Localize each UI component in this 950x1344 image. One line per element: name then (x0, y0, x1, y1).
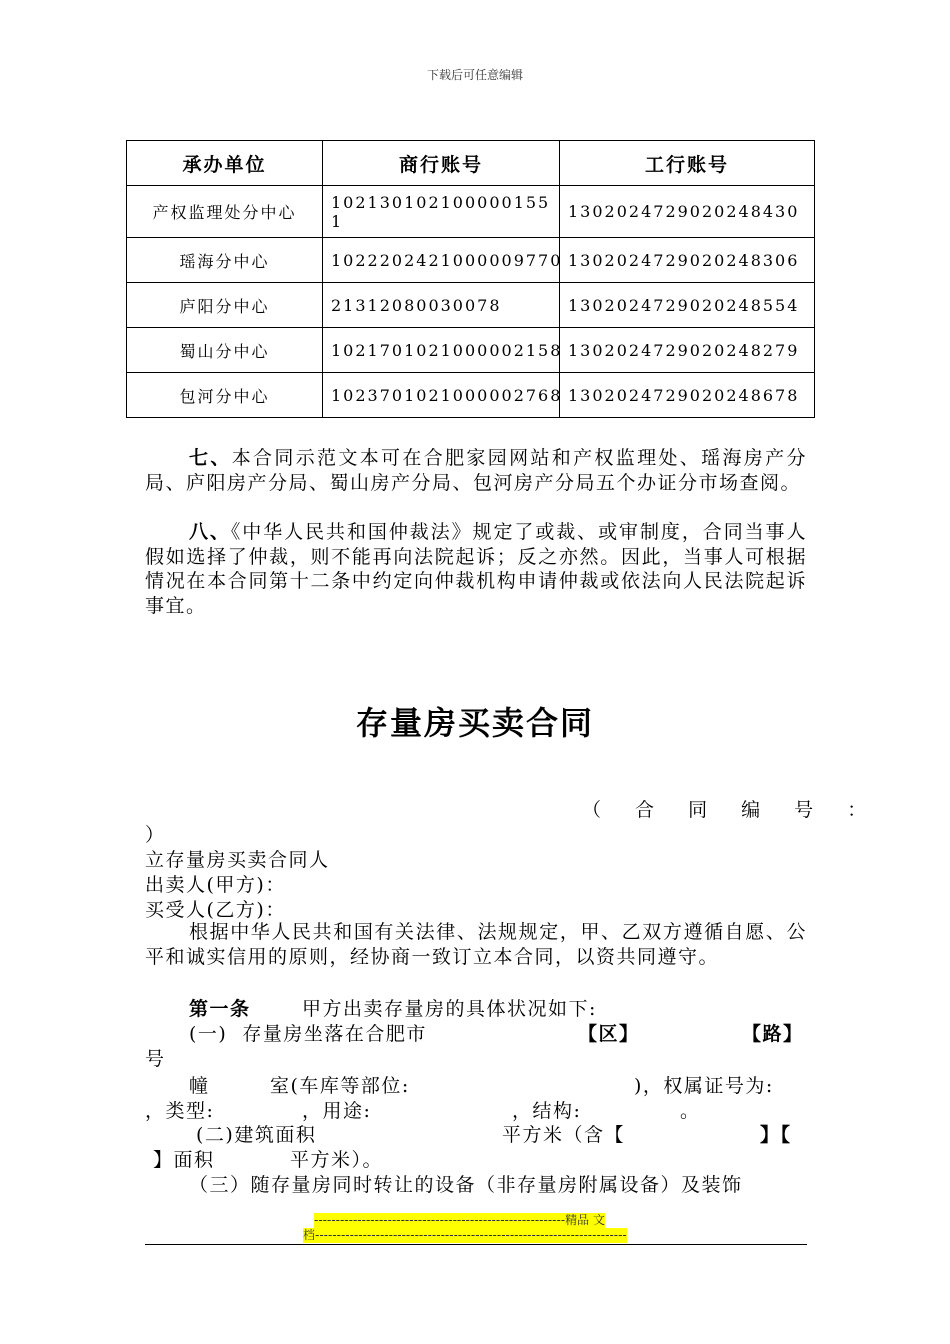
column-header-icbc-account: 工行账号 (560, 141, 815, 186)
table-row (127, 283, 815, 328)
sub-area-unit: 平方米）。 (290, 1149, 384, 1171)
cmb-account-cell: 1023701021000002768 (323, 373, 560, 418)
unit-cell: 包河分中心 (127, 373, 323, 418)
table-header-row (127, 141, 815, 186)
cmb-account-cell: 1022202421000009770 (323, 238, 560, 283)
usage-label: ，用途: (302, 1100, 372, 1122)
note-seven-text: 本合同示范文本可在合肥家园网站和产权监理处、瑶海房产分局、庐阳房产分局、蜀山房产分局、包河房产分局五个办证分市场查阅。 (145, 447, 807, 494)
cmb-account-cell: 1021701021000002158 (323, 328, 560, 373)
unit-cell: 蜀山分中心 (127, 328, 323, 373)
ownership-cert-label: )，权属证号为: (634, 1075, 774, 1097)
structure-period: 。 (680, 1100, 701, 1122)
table-row (127, 238, 815, 283)
icbc-account-cell: 1302024729020248678 (560, 373, 815, 418)
article-one-label: 第一条 (189, 998, 251, 1020)
cmb-account-cell: 102130102100000155​1 (323, 186, 560, 238)
contract-number-label: （ 合 同 编 号 ： (582, 799, 881, 821)
district-bracket: 【区】 (578, 1023, 640, 1045)
cmb-account-cell: 21312080030078 (323, 283, 560, 328)
note-seven (145, 446, 807, 495)
note-eight (145, 520, 807, 618)
table-row (127, 186, 815, 238)
column-header-cmb-account: 商行账号 (323, 141, 560, 186)
room-label: 室(车库等部位: (270, 1075, 410, 1097)
unit-cell: 产权监理处分中心 (127, 186, 323, 238)
sub-area-label: 】面积 (153, 1149, 215, 1171)
note-eight-label: 八、 (189, 521, 231, 543)
account-table (126, 140, 815, 418)
location-text: (一) 存量房坐落在合肥市 (189, 1023, 427, 1045)
contract-number-close: ） (145, 824, 166, 846)
area-label: (二)建筑面积 (196, 1124, 317, 1146)
seller-label: 出卖人(甲方)： (145, 874, 286, 896)
structure-label: ，结构: (512, 1100, 582, 1122)
icbc-account-cell: 1302024729020248554 (560, 283, 815, 328)
area-unit: 平方米（含【 (502, 1124, 626, 1146)
icbc-account-cell: 1302024729020248430 (560, 186, 815, 238)
contract-title: 存量房买卖合同 (355, 704, 594, 742)
building-label: 幢 (189, 1075, 210, 1097)
preamble: 根据中华人民共和国有关法律、法规规定，甲、乙双方遵循自愿、公平和诚实信用的原则，经协商一致订立本合同，以资共同遵守。 (145, 921, 807, 968)
article-one-text: 甲方出卖存量房的具体状况如下: (302, 998, 597, 1020)
column-header-unit: 承办单位 (127, 141, 323, 186)
buyer-label: 买受人(乙方)： (145, 899, 286, 921)
footer-rule (145, 1244, 807, 1245)
unit-cell: 庐阳分中心 (127, 283, 323, 328)
footer-watermark-line1: ----------------------------------------------------------精品 文 (314, 1213, 605, 1227)
note-eight-text: 《中华人民共和国仲裁法》规定了或裁、或审制度，合同当事人假如选择了仲裁，则不能再向法院起诉；反之亦然。因此，当事人可根据情况在本合同第十二条中约定向仲裁机构申请仲裁或依法向人民法院起诉事宜。 (145, 521, 807, 617)
table-row (127, 373, 815, 418)
header-note: 下载后可任意编辑 (426, 68, 523, 82)
item-three-text: （三）随存量房同时转让的设备（非存量房附属设备）及装饰 (189, 1174, 743, 1196)
road-bracket: 【路】 (742, 1023, 804, 1045)
number-label: 号 (145, 1048, 166, 1070)
unit-cell: 瑶海分中心 (127, 238, 323, 283)
table-row (127, 328, 815, 373)
area-bracket: 】【 (760, 1124, 792, 1146)
note-seven-label: 七、 (189, 447, 232, 469)
type-label: ，类型: (145, 1100, 215, 1122)
footer-watermark-line2: 档------------------------------------------------------------------------ (303, 1228, 627, 1242)
icbc-account-cell: 1302024729020248279 (560, 328, 815, 373)
parties-intro: 立存量房买卖合同人 (145, 849, 330, 871)
icbc-account-cell: 1302024729020248306 (560, 238, 815, 283)
